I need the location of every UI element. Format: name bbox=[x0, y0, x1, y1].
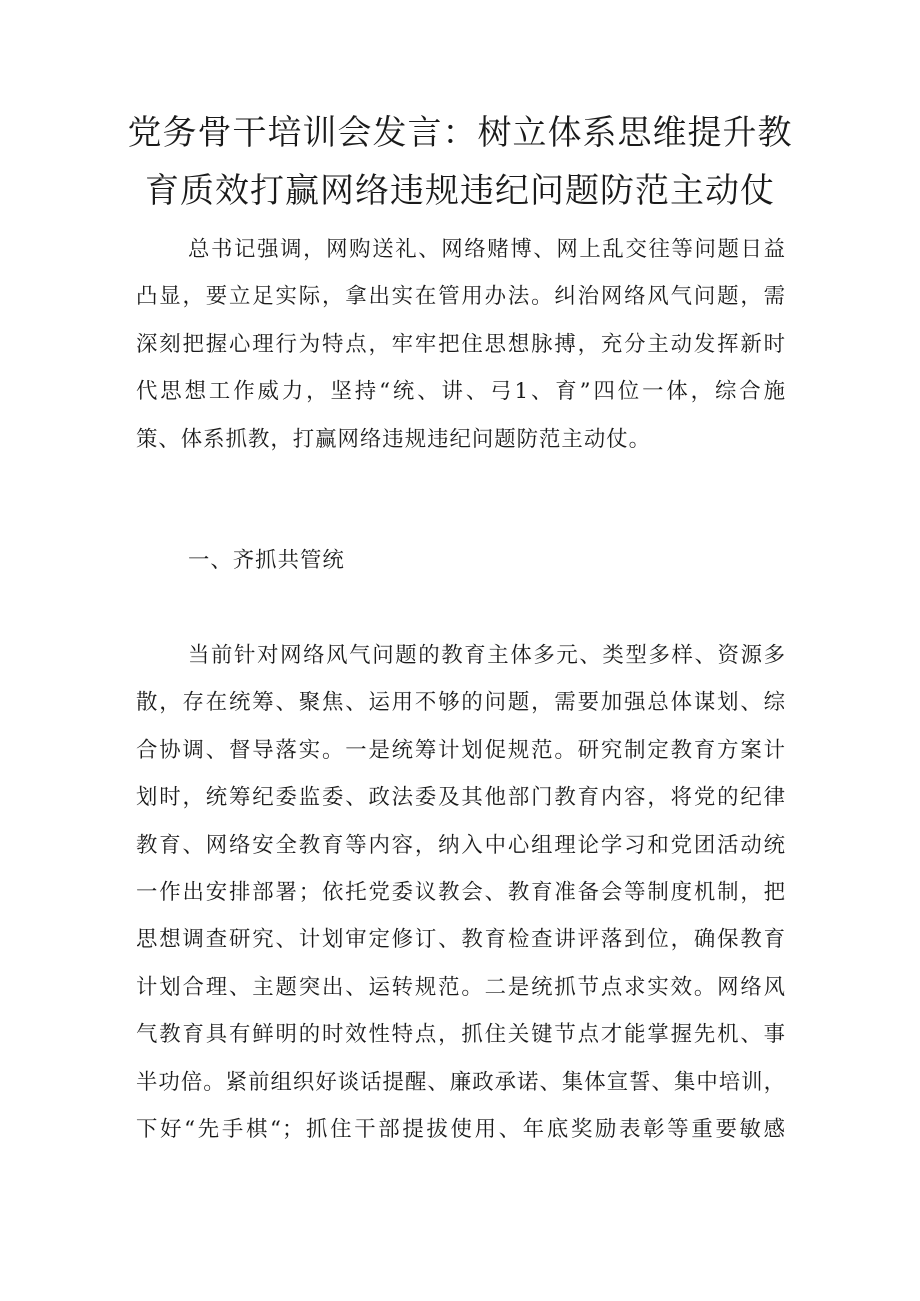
paragraph-line: 下好“先手棋“；抓住干部提拔使用、年底奖励表彰等重要敏感 bbox=[136, 1116, 786, 1142]
section-heading-text: 一、齐抓共管统 bbox=[188, 548, 345, 573]
document-title bbox=[120, 104, 800, 220]
title-line: 党务骨干培训会发言：树立体系思维提升教 bbox=[127, 113, 793, 153]
paragraph-section-1 bbox=[136, 632, 786, 1153]
paragraph-line: 计划合理、主题突出、运转规范。二是统抓节点求实效。网络风 bbox=[136, 974, 786, 1000]
paragraph-line: 总书记强调，网购送礼、网络赌博、网上乱交往等问题日益 bbox=[188, 237, 786, 262]
paragraph-line: 当前针对网络风气问题的教育主体多元、类型多样、资源多 bbox=[188, 643, 786, 668]
paragraph-line: 半功倍。紧前组织好谈话提醒、廉政承诺、集体宣誓、集中培训， bbox=[136, 1069, 786, 1095]
paragraph-line: 思想调查研究、计划审定修订、教育检查讲评落到位，确保教育 bbox=[136, 927, 786, 953]
title-line: 育质效打赢网络违规违纪问题防范主动仗 bbox=[145, 171, 775, 211]
paragraph-line: 策、体系抓教，打赢网络违规违纪问题防范主动仗。 bbox=[136, 426, 651, 452]
paragraph-line: 代思想工作威力，坚持“统、讲、弓1、育”四位一体，综合施 bbox=[136, 379, 786, 405]
paragraph-line: 气教育具有鲜明的时效性特点，抓住关键节点才能掌握先机、事 bbox=[136, 1022, 786, 1048]
paragraph-line: 教育、网络安全教育等内容，纳入中心组理论学习和党团活动统 bbox=[136, 832, 786, 858]
paragraph-line: 合协调、督导落实。一是统筹计划促规范。研究制定教育方案计 bbox=[136, 737, 786, 763]
paragraph-line: 深刻把握心理行为特点，牢牢把住思想脉搏，充分主动发挥新时 bbox=[136, 331, 786, 357]
paragraph-line: 散，存在统筹、聚焦、运用不够的问题，需要加强总体谋划、综 bbox=[136, 690, 786, 716]
section-heading bbox=[136, 537, 786, 584]
paragraph-line: 一作出安排部署；依托党委议教会、教育准备会等制度机制，把 bbox=[136, 879, 786, 905]
paragraph-intro bbox=[136, 226, 786, 463]
paragraph-line: 划时，统筹纪委监委、政法委及其他部门教育内容，将党的纪律 bbox=[136, 785, 786, 811]
paragraph-line: 凸显，要立足实际，拿出实在管用办法。纠治网络风气问题，需 bbox=[136, 284, 786, 310]
